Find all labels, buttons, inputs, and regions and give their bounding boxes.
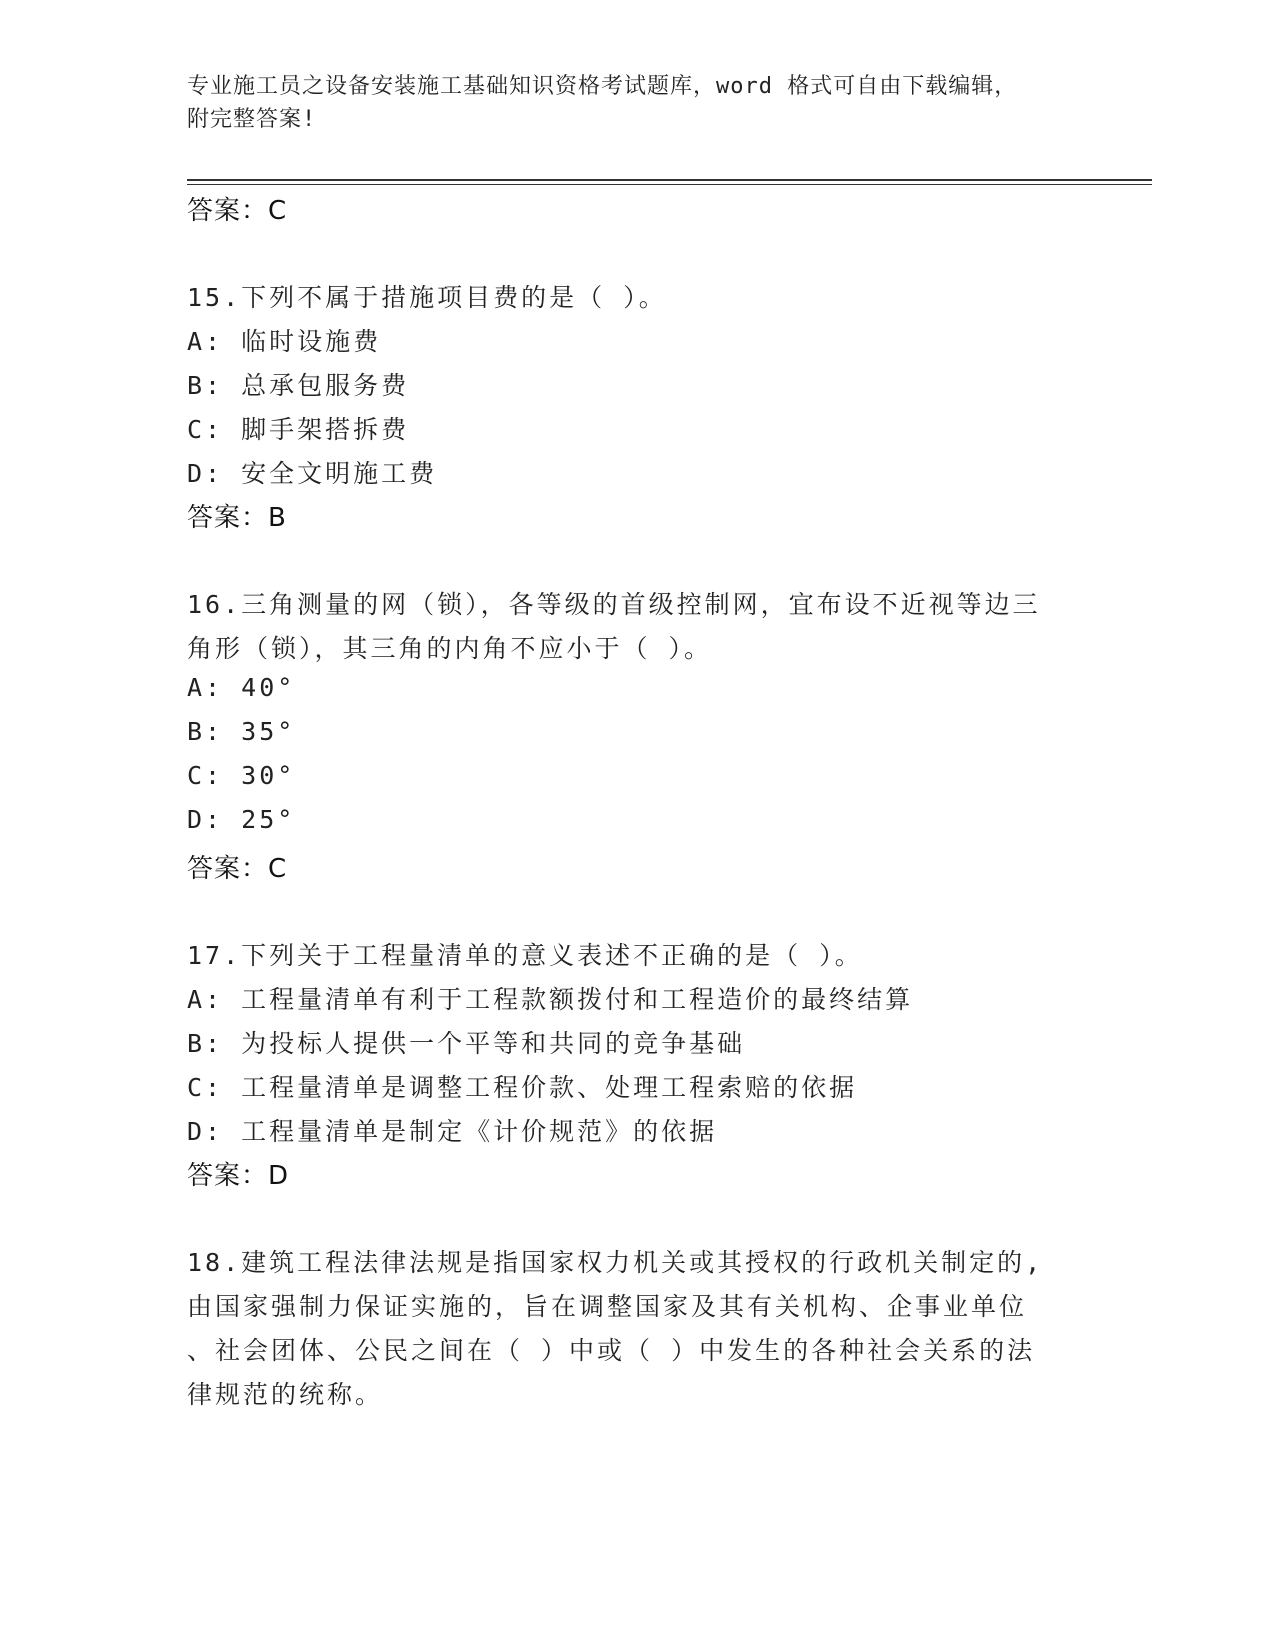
- header-rule-thin: [187, 184, 1152, 185]
- question-16-option-a: A: 40°: [187, 673, 296, 702]
- question-16-option-c: C: 30°: [187, 761, 296, 790]
- question-16-option-b: B: 35°: [187, 717, 296, 746]
- header-rule-thick: [187, 179, 1152, 181]
- answer-q15: 答案：B: [187, 503, 287, 533]
- question-18-stem-line-3: 、社会团体、公民之间在（ ）中或（ ）中发生的各种社会关系的法: [187, 1336, 1036, 1365]
- question-17-option-b: B: 为投标人提供一个平等和共同的竞争基础: [187, 1029, 746, 1058]
- document-header: [187, 70, 1087, 136]
- question-18-stem-line-1: 18.建筑工程法律法规是指国家权力机关或其授权的行政机关制定的,: [187, 1248, 1044, 1277]
- question-18-stem-line-4: 律规范的统称。: [187, 1380, 384, 1409]
- question-17-option-a: A: 工程量清单有利于工程款额拨付和工程造价的最终结算: [187, 985, 914, 1014]
- question-17-option-d: D: 工程量清单是制定《计价规范》的依据: [187, 1117, 718, 1146]
- question-16-option-d: D: 25°: [187, 805, 296, 834]
- answer-q16: 答案：C: [187, 854, 288, 884]
- answer-q14: 答案：C: [187, 196, 288, 226]
- question-17-stem: 17.下列关于工程量清单的意义表述不正确的是（ ）。: [187, 941, 863, 970]
- answer-q17: 答案：D: [187, 1161, 290, 1191]
- header-line-1: 专业施工员之设备安装施工基础知识资格考试题库，word 格式可自由下载编辑，: [187, 74, 1018, 99]
- question-16-stem-line-2: 角形（锁），其三角的内角不应小于（ ）。: [187, 634, 713, 663]
- question-15-option-d: D: 安全文明施工费: [187, 459, 438, 488]
- question-15-option-b: B: 总承包服务费: [187, 371, 410, 400]
- header-line-2: 附完整答案!: [187, 107, 317, 132]
- question-15-option-c: C: 脚手架搭拆费: [187, 415, 410, 444]
- question-15-stem: 15.下列不属于措施项目费的是（ ）。: [187, 283, 667, 312]
- question-15-option-a: A: 临时设施费: [187, 327, 382, 356]
- question-18-stem-line-2: 由国家强制力保证实施的，旨在调整国家及其有关机构、企事业单位: [187, 1292, 1028, 1321]
- question-16-stem-line-1: 16.三角测量的网（锁），各等级的首级控制网，宜布设不近视等边三: [187, 590, 1041, 619]
- question-17-option-c: C: 工程量清单是调整工程价款、处理工程索赔的依据: [187, 1073, 858, 1102]
